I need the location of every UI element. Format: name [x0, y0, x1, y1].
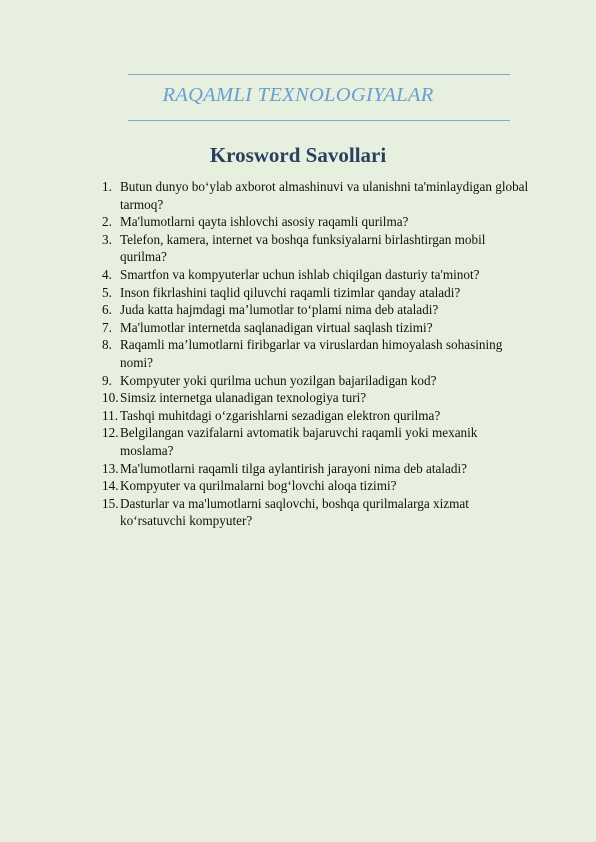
question-item — [102, 301, 532, 319]
question-text: Simsiz internetga ulanadigan texnologiya turi? — [120, 390, 367, 406]
question-text: Belgilangan vazifalarni avtomatik bajaruvchi raqamli yoki mexanik moslama? — [120, 425, 478, 458]
question-number: 14. — [102, 478, 119, 494]
section-title: Krosword Savollari — [209, 143, 387, 167]
question-number: 7. — [102, 319, 112, 335]
question-item — [102, 284, 532, 302]
question-number: 9. — [102, 372, 112, 388]
question-text: Juda katta hajmdagi ma’lumotlar to‘plami nima deb ataladi? — [120, 302, 439, 318]
question-number: 8. — [102, 337, 112, 353]
question-text: Telefon, kamera, internet va boshqa funksiyalarni birlashtirgan mobil qurilma? — [120, 231, 486, 265]
question-item — [102, 372, 532, 390]
document-title: RAQAMLI TEXNOLOGIYALAR — [162, 84, 434, 106]
question-item — [102, 424, 532, 459]
question-text: Raqamli ma’lumotlarni firibgarlar va viruslardan himoyalash sohasining nomi? — [120, 337, 503, 370]
question-text: Dasturlar va ma'lumotlarni saqlovchi, boshqa qurilmalarga xizmat ko‘rsatuvchi kompyuter? — [120, 495, 469, 529]
question-item — [102, 477, 532, 495]
question-text: Inson fikrlashini taqlid qiluvchi raqamli tizimlar qanday ataladi? — [120, 284, 461, 300]
question-number: 5. — [102, 284, 112, 300]
question-number: 2. — [102, 214, 112, 230]
question-number: 6. — [102, 302, 112, 318]
question-item — [102, 407, 532, 425]
question-item — [102, 495, 532, 530]
question-number: 11. — [102, 407, 118, 423]
question-list — [102, 178, 532, 530]
question-item — [102, 266, 532, 284]
title-top-rule — [128, 74, 510, 75]
question-text: Tashqi muhitdagi o‘zgarishlarni sezadigan elektron qurilma? — [120, 407, 441, 423]
question-item — [102, 319, 532, 337]
question-number: 13. — [102, 460, 119, 476]
question-item — [102, 178, 532, 213]
question-text: Kompyuter yoki qurilma uchun yozilgan bajariladigan kod? — [120, 372, 437, 388]
question-item — [102, 231, 532, 266]
question-number: 1. — [102, 179, 112, 194]
title-bottom-rule — [128, 120, 510, 121]
question-number: 15. — [102, 495, 119, 511]
question-number: 12. — [102, 425, 119, 441]
question-text: Smartfon va kompyuterlar uchun ishlab chiqilgan dasturiy ta'minot? — [120, 266, 480, 282]
question-item — [102, 336, 532, 371]
question-item — [102, 460, 532, 478]
question-number: 3. — [102, 231, 112, 247]
question-text: Butun dunyo bo‘ylab axborot almashinuvi va ulanishni ta'minlaydigan global tarmoq? — [120, 179, 529, 212]
question-text: Ma'lumotlar internetda saqlanadigan virtual saqlash tizimi? — [120, 319, 433, 335]
question-item — [102, 389, 532, 407]
question-text: Ma'lumotlarni qayta ishlovchi asosiy raqamli qurilma? — [120, 214, 409, 230]
question-number: 10. — [102, 390, 119, 406]
question-text: Ma'lumotlarni raqamli tilga aylantirish jarayoni nima deb ataladi? — [120, 460, 467, 476]
question-item — [102, 213, 532, 231]
question-text: Kompyuter va qurilmalarni bog‘lovchi aloqa tizimi? — [120, 478, 397, 494]
question-number: 4. — [102, 266, 112, 282]
